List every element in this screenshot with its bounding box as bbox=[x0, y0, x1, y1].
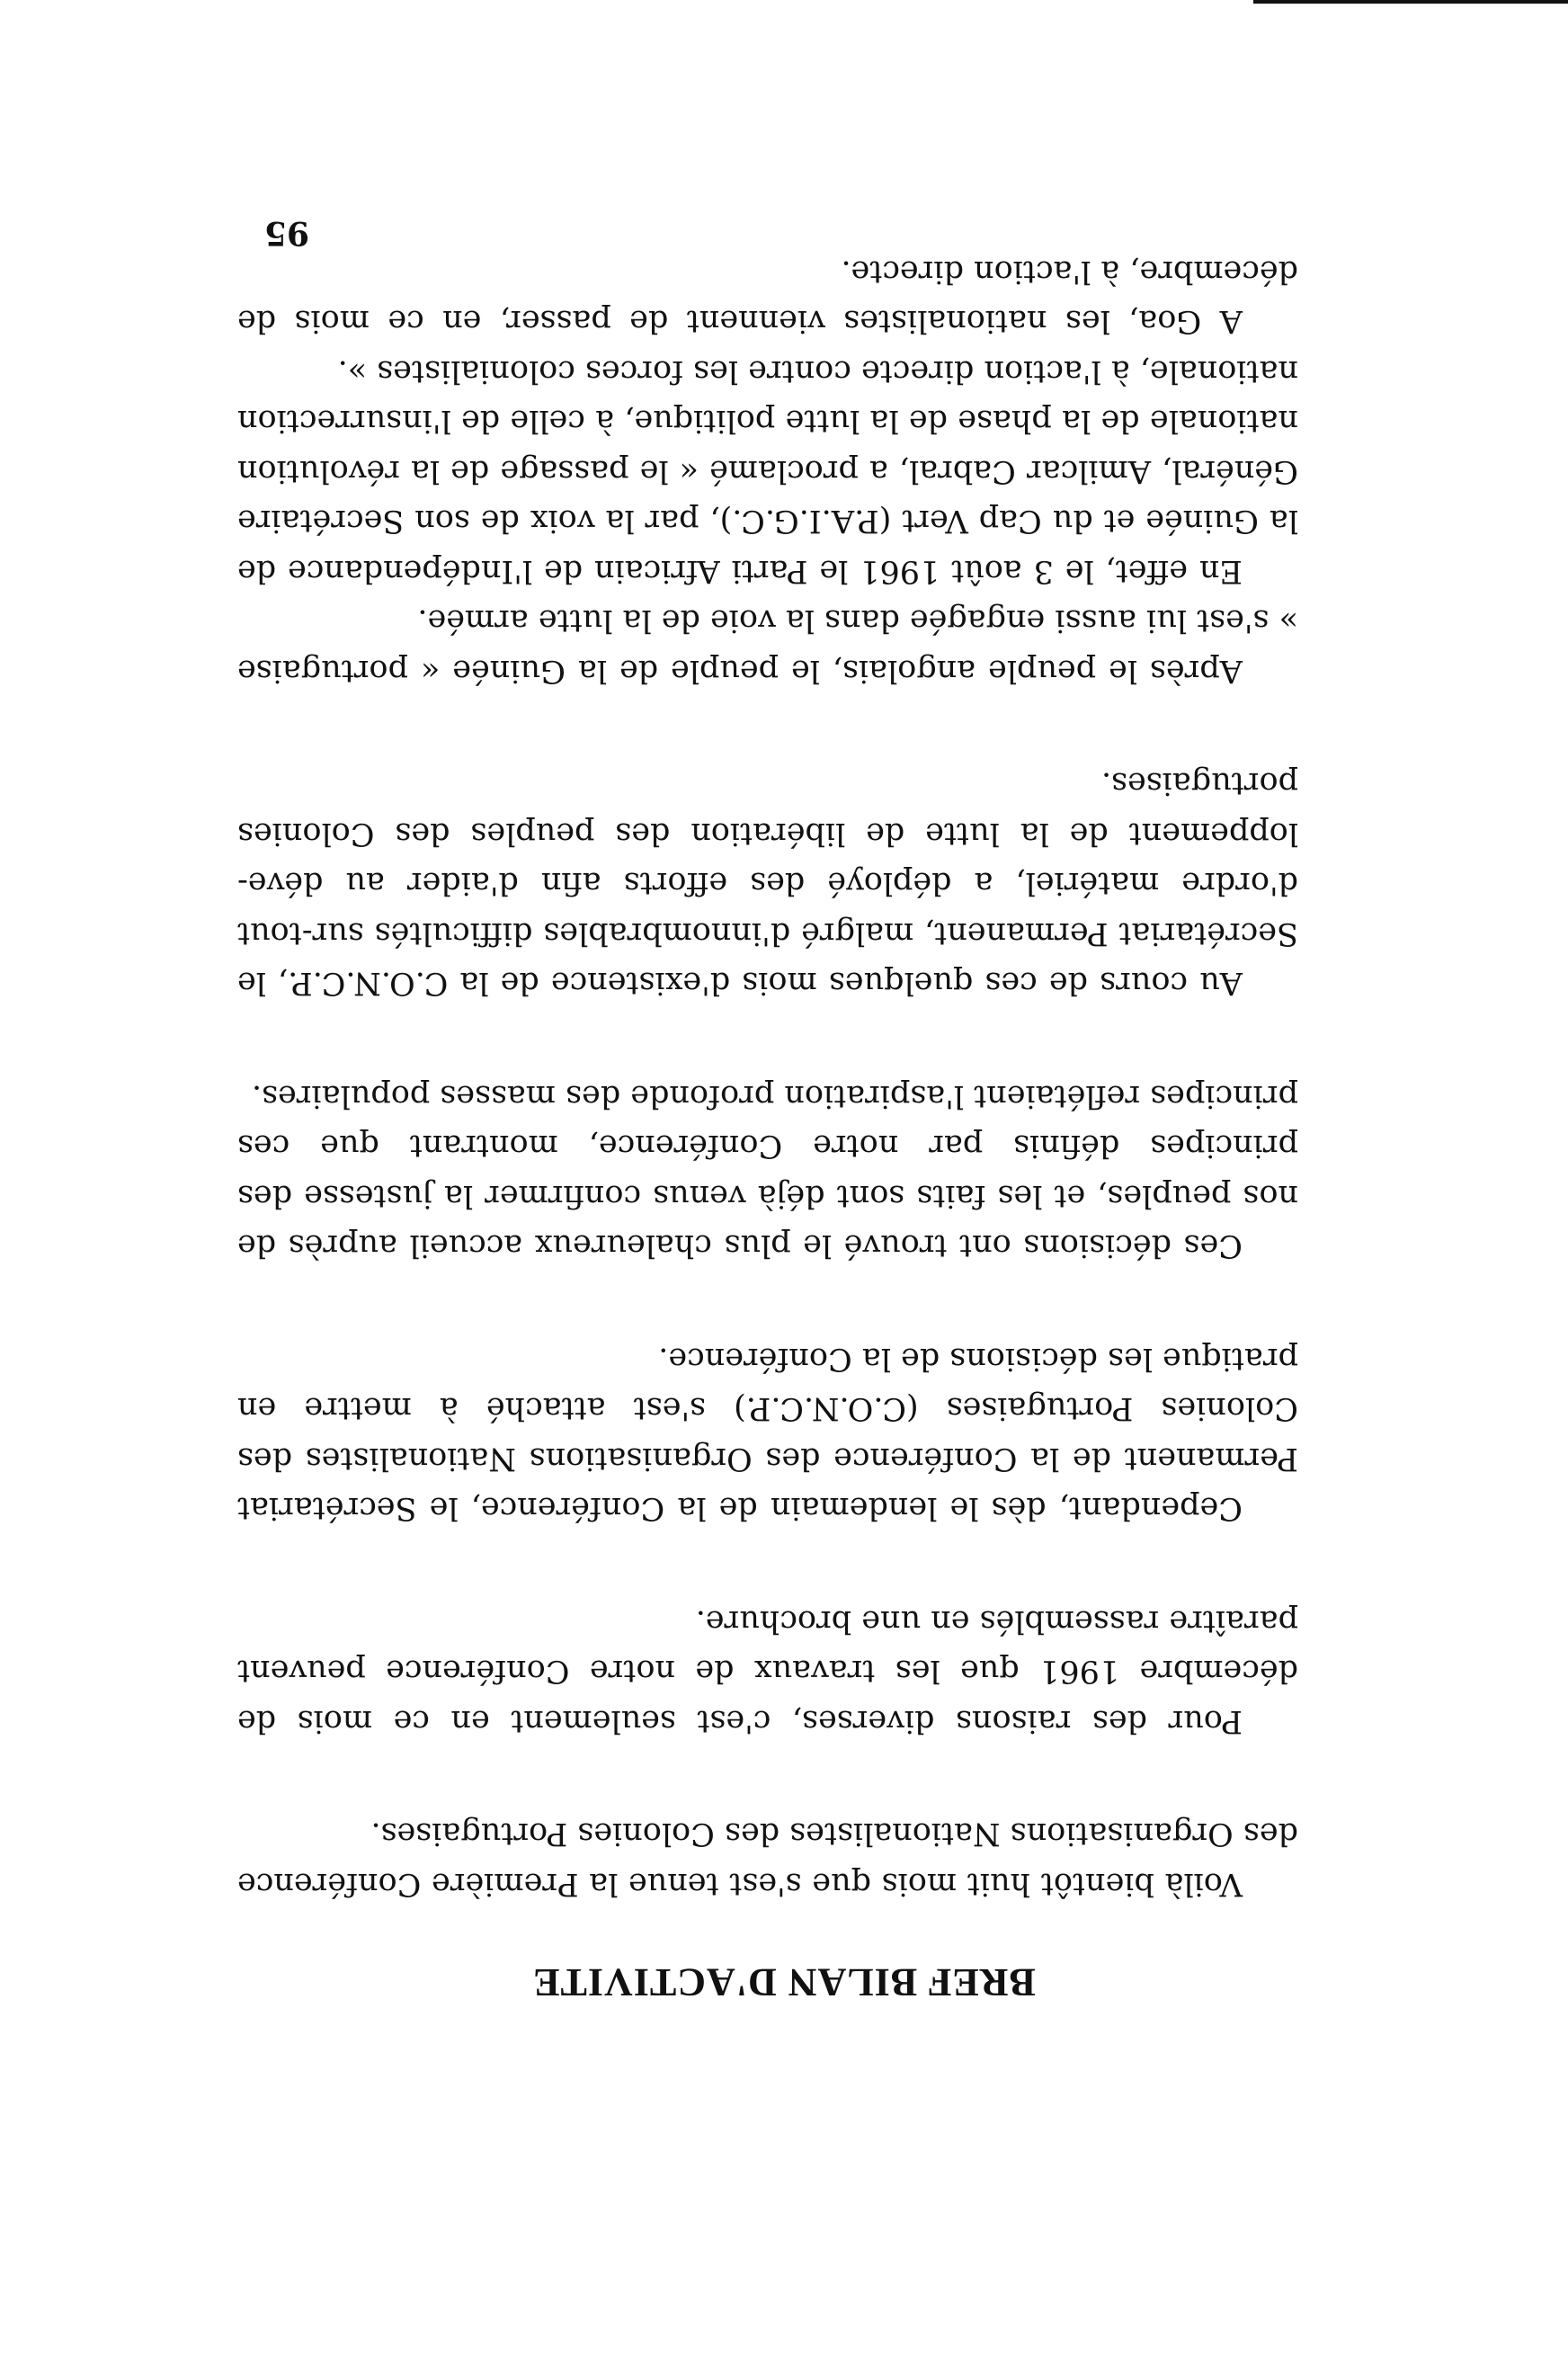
paragraph: Ces décisions ont trouvé le plus chaleureux accueil auprès de nos peuples, et les faits sont déjà venus confirmer la justesse des principes définis par notre Conférence, montrant que ces principes reflétaient l'aspiration profonde des masses populaires. bbox=[237, 1078, 1298, 1264]
paragraph: A Goa, les nationalistes viennent de passer, en ce mois de décembre, à l'action directe. bbox=[237, 254, 1298, 340]
paragraph: Pour des raisons diverses, c'est seulement en ce mois de décembre 1961 que les travaux de notre Conférence peuvent paraître rassemblés en une brochure. bbox=[237, 1603, 1298, 1739]
scan-edge-rule bbox=[1253, 0, 1568, 4]
paragraph: Cependant, dès le lendemain de la Conférence, le Secrétariat Permanent de la Conférence des Organisations Nationalistes des Colonies Portugaises (C.O.N.C.P.) s'est attaché à mettre en pratique les décisions de la Conférence. bbox=[237, 1341, 1298, 1527]
paragraph: Au cours de ces quelques mois d'existence de la C.O.N.C.P., le Secrétariat Permanent, malgré d'innombrables difficultés sur-tout d'ordre matériel, a déployé des efforts afin d'aider au déve-loppement de la lutte de libération des peuples des Colonies portugaises. bbox=[237, 765, 1298, 1002]
paragraph: En effet, le 3 août 1961 le Parti Africain de l'Indépendance de la Guinée et du Cap Vert (P.A.I.G.C.), par la voix de son Secrétaire Général, Amilcar Cabral, a proclamé « le passage de la révolution nationale de la phase de la lutte politique, à celle de l'insurrection nationale, à l'action directe contre les forces colonialistes ». bbox=[237, 353, 1298, 589]
body-text bbox=[237, 246, 1298, 1909]
paragraph: Après le peuple angolais, le peuple de la Guinée « portugaise » s'est lui aussi engagée dans la voie de la lutte armée. bbox=[237, 602, 1298, 689]
page-title: BREF BILAN D'ACTIVITE bbox=[532, 1960, 1036, 2004]
paragraph: Voilà bientôt huit mois que s'est tenue la Première Conférence des Organisations Nationalistes des Colonies Portugaises. bbox=[237, 1816, 1298, 1902]
page-number: 95 bbox=[263, 214, 309, 252]
